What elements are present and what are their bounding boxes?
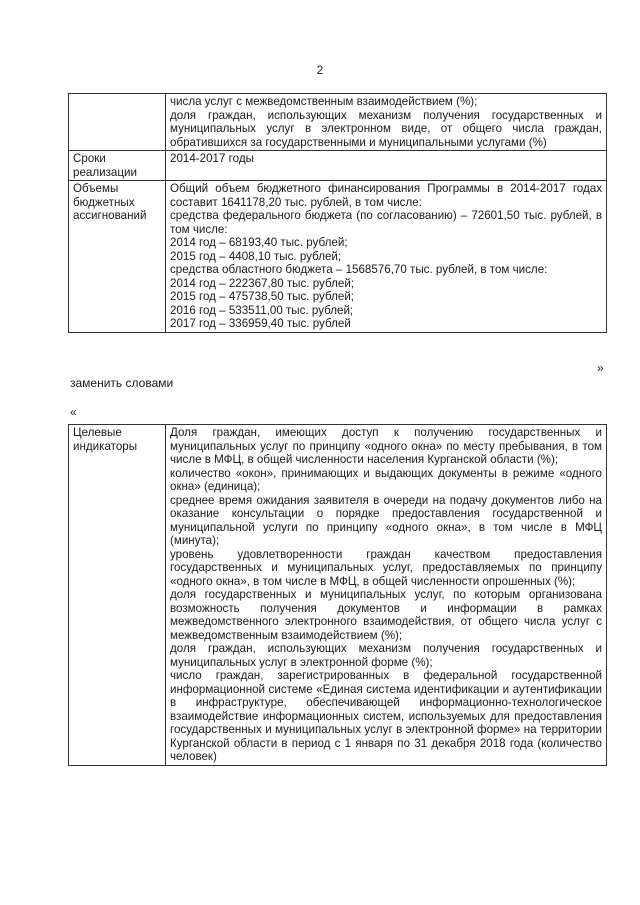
paragraph: средства областного бюджета – 1568576,70 тыс. рублей, в том числе:: [170, 263, 548, 276]
row-content-budget-allocations: [166, 181, 607, 333]
paragraph: 2014 год – 222367,80 тыс. рублей;: [170, 276, 355, 290]
closing-quote: »: [597, 361, 604, 375]
paragraph: среднее время ожидания заявителя в очереди на подачу документов либо на оказание консультации о порядке предоставления государственной и муниципальной услуги по принципу «одного окна», в том числе в МФЦ (минута);: [170, 493, 602, 547]
program-passport-table-old: [68, 93, 607, 333]
paragraph: 2014-2017 годы: [170, 152, 254, 165]
opening-quote: «: [70, 405, 77, 419]
paragraph: 2015 год – 4408,10 тыс. рублей;: [170, 249, 342, 263]
paragraph: доля граждан, использующих механизм получения государственных и муниципальных услуг в электронной форме (%);: [170, 642, 602, 669]
paragraph: доля государственных и муниципальных услуг, по которым организована возможность получения документов и информации в рамках межведомственного электронного взаимодействия, от общего числа услуг с межведомственным взаимодействием (%);: [170, 588, 602, 642]
paragraph: 2017 год – 336959,40 тыс. рублей: [170, 317, 351, 330]
paragraph: 2014 год – 68193,40 тыс. рублей;: [170, 236, 348, 249]
table-row-implementation-period: [69, 151, 607, 181]
row-content-target-indicators: [166, 425, 607, 766]
row-label-implementation-period: Сроки реализации: [69, 151, 166, 181]
paragraph: 2015 год – 475738,50 тыс. рублей;: [170, 290, 355, 303]
table-row-budget-allocations: [69, 181, 607, 333]
paragraph: Доля граждан, имеющих доступ к получению государственных и муниципальных услуг по принципу «одного окна» по месту пребывания, в том числе в МФЦ, в общей численности населения Курганской области (%);: [170, 426, 602, 466]
paragraph: количество «окон», принимающих и выдающих документы в режиме «одного окна» (единица);: [170, 466, 602, 493]
row-label-budget-allocations: Объемы бюджетных ассигнований: [69, 181, 166, 333]
table-row-target-indicators: [69, 425, 607, 766]
row-label-empty: [69, 94, 166, 151]
row-content-indicators-continued: [166, 94, 607, 151]
page-number: 2: [316, 63, 324, 77]
paragraph: средства федерального бюджета (по согласованию) – 72601,50 тыс. рублей, в том числе:: [170, 209, 602, 236]
paragraph: число граждан, зарегистрированных в федеральной государственной информационной системе «Единая система идентификации и аутентификации в инфраструктуре, обеспечивающей информационно-технологическое взаимодействие информационных систем, используемых для предоставления государственных и муниципальных услуг в электронной форме» на территории Курганской области в период с 1 января по 31 декабря 2018 года (количество человек): [170, 669, 602, 763]
table-row-indicators-continued: [69, 94, 607, 151]
paragraph: уровень удовлетворенности граждан качеством предоставления государственных и муниципальных услуг, предоставляемых по принципу «одного окна», в том числе в МФЦ, в общей численности опрошенных (%);: [170, 547, 602, 588]
paragraph: Общий объем бюджетного финансирования Программы в 2014-2017 годах составит 1641178,20 тыс. рублей, в том числе:: [170, 182, 602, 209]
paragraph: числа услуг с межведомственным взаимодействием (%);: [170, 95, 478, 108]
paragraph: доля граждан, использующих механизм получения государственных и муниципальных услуг в электронном виде, от общего числа граждан, обратившихся за государственными и муниципальными услугами (%): [170, 108, 602, 149]
paragraph: 2016 год – 533511,00 тыс. рублей;: [170, 303, 354, 317]
row-content-implementation-period: [166, 151, 607, 181]
replace-with-words-text: заменить словами: [70, 376, 174, 390]
row-label-target-indicators: Целевые индикаторы: [69, 425, 166, 766]
program-passport-table-new: [68, 424, 607, 766]
